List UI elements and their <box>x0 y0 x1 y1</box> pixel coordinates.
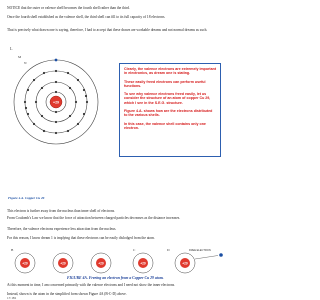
paragraph: Therefore, the valence electrons experience less attraction from the nucleus. <box>7 227 117 231</box>
paragraph: NOTICE that the outer or valence shell becomes the fourth shell rather than the third. <box>7 6 130 10</box>
figure-caption: FIGURE 4A. Freeing an electron from a Copper Cu 29 atom. <box>67 276 164 280</box>
callout-line: In this case, the valence shell contains only one electron. <box>124 121 206 130</box>
nucleus-label: +29 <box>98 261 104 266</box>
figure-caption: Figure 4.A. Copper Cu 29 <box>8 196 45 200</box>
paragraph: At this moment in time, I am concerned primarily with the valence electrons and I need not show the inner electrons. <box>7 283 176 287</box>
atom-c <box>133 253 153 273</box>
electron-path <box>195 256 218 260</box>
paragraph: This electron is further away from the nucleus than inner shell of electrons. <box>7 209 116 213</box>
paragraph: For this reason, I know dream 1 is implying that these electrons can be easily dislodged from the atom. <box>7 236 155 240</box>
callout-line: Clearly, the valence electrons are extremely important in electronics, as dream one is stating. <box>124 67 217 76</box>
callout-line: To see why valence electrons freed easily, let us consider the structure of an atom of copper Cu 29, which I see in the S.E.G. structure. <box>124 92 211 105</box>
atom-b1 <box>15 253 35 273</box>
nucleus-label: +29 <box>60 261 66 266</box>
shell-label-n: N <box>24 61 27 65</box>
label-c: C <box>133 248 136 252</box>
atom-b2 <box>53 253 73 273</box>
nucleus-label: +29 <box>22 261 28 266</box>
shell-label-l: L <box>10 46 13 51</box>
nucleus-label: +29 <box>53 100 59 105</box>
freeing-electron-diagram <box>7 246 227 276</box>
copper-atom-diagram <box>8 44 118 154</box>
callout-line: These easily freed electrons can perform useful functions. <box>124 79 206 88</box>
atom-d <box>175 253 195 273</box>
free-electron-label: FREE ELECTRON <box>189 249 211 252</box>
explanation-callout <box>119 63 221 157</box>
nucleus-label: +29 <box>182 261 188 266</box>
label-d: D <box>167 248 170 252</box>
paragraph: That is precisely what drawn one is saying, therefore, I had to accept that these drawn are workable dreams and not normal dreams as such. <box>7 28 208 32</box>
atom-b3 <box>91 253 111 273</box>
callout-line: Figure 4.A. shows how are the electrons distributed to the various shells. <box>124 109 213 118</box>
shell-label-m: M <box>18 55 22 59</box>
label-b: B <box>11 248 14 252</box>
free-electron <box>219 253 223 257</box>
paragraph: Once the fourth shell established as the valence shell, the third shell can fill to its full capacity of 18 electrons. <box>7 15 166 19</box>
page-number: 17.181 <box>7 296 17 300</box>
paragraph: Instead, shown is the atom in the simplified form shown Figure 4A (B-C-D) above. <box>7 292 127 296</box>
paragraph: From Coulomb's Law we know that the force of attraction between charged particles decreases as the distance increases. <box>7 216 181 220</box>
nucleus-label: +29 <box>140 261 146 266</box>
